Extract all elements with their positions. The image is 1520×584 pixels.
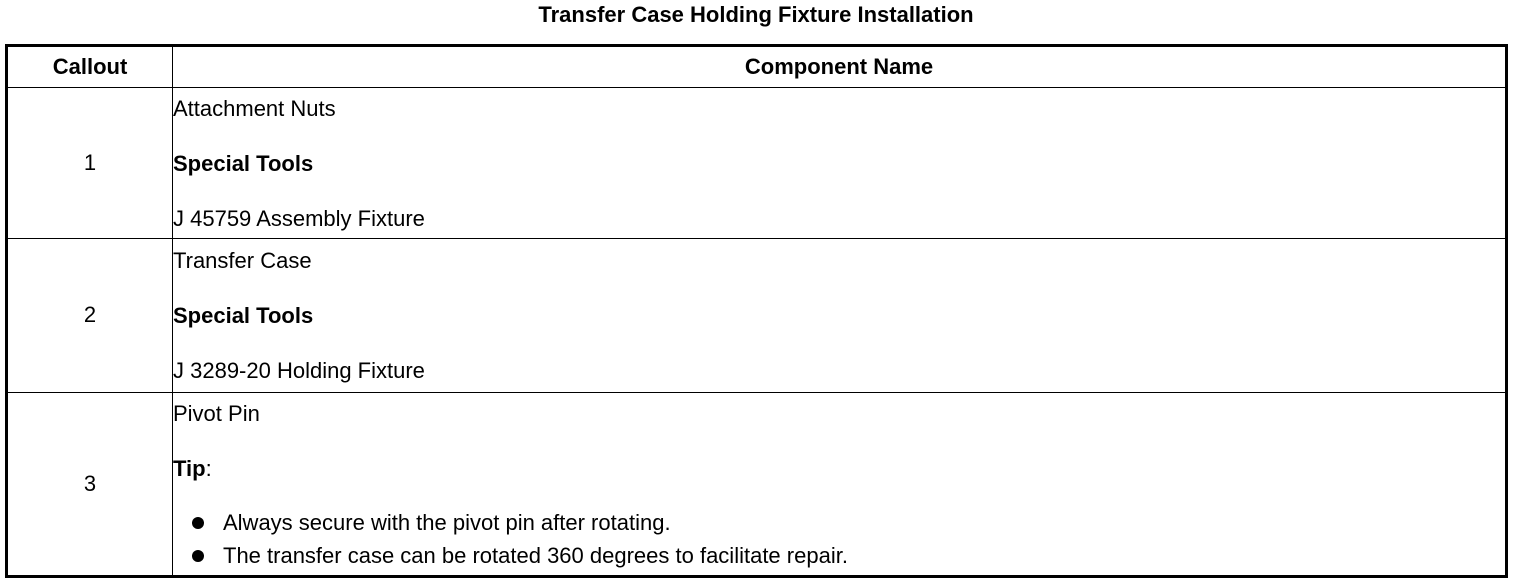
list-item (173, 544, 1505, 568)
component-name: Pivot Pin (173, 400, 260, 426)
tip-bullet-text: Always secure with the pivot pin after rotating. (223, 509, 671, 535)
component-cell (173, 392, 1507, 576)
component-name: Attachment Nuts (173, 96, 336, 121)
callout-number: 2 (7, 239, 173, 392)
special-tool-item: J 45759 Assembly Fixture (173, 206, 425, 231)
special-tools-label: Special Tools (173, 303, 314, 329)
special-tool-item: J 3289-20 Holding Fixture (173, 358, 425, 384)
table-row (7, 88, 1507, 239)
callout-table (5, 44, 1508, 578)
table-row (7, 392, 1507, 576)
component-cell (173, 239, 1507, 392)
page-title: Transfer Case Holding Fixture Installation (538, 2, 974, 27)
special-tools-label: Special Tools (173, 151, 314, 176)
tip-heading (173, 457, 1505, 481)
table-row (7, 239, 1507, 392)
header-row (7, 46, 1507, 88)
header-component-name: Component Name (173, 46, 1507, 88)
component-name: Transfer Case (173, 248, 312, 274)
header-callout: Callout (7, 46, 173, 88)
tip-colon: : (205, 455, 212, 481)
tip-bullet-text: The transfer case can be rotated 360 degrees to facilitate repair. (223, 542, 848, 568)
list-item (173, 511, 1505, 535)
tip-label: Tip (173, 455, 206, 481)
callout-number: 3 (7, 392, 173, 576)
bullet-dot-icon (192, 517, 204, 529)
callout-number: 1 (7, 88, 173, 239)
component-cell (173, 88, 1507, 239)
bullet-dot-icon (192, 550, 204, 562)
